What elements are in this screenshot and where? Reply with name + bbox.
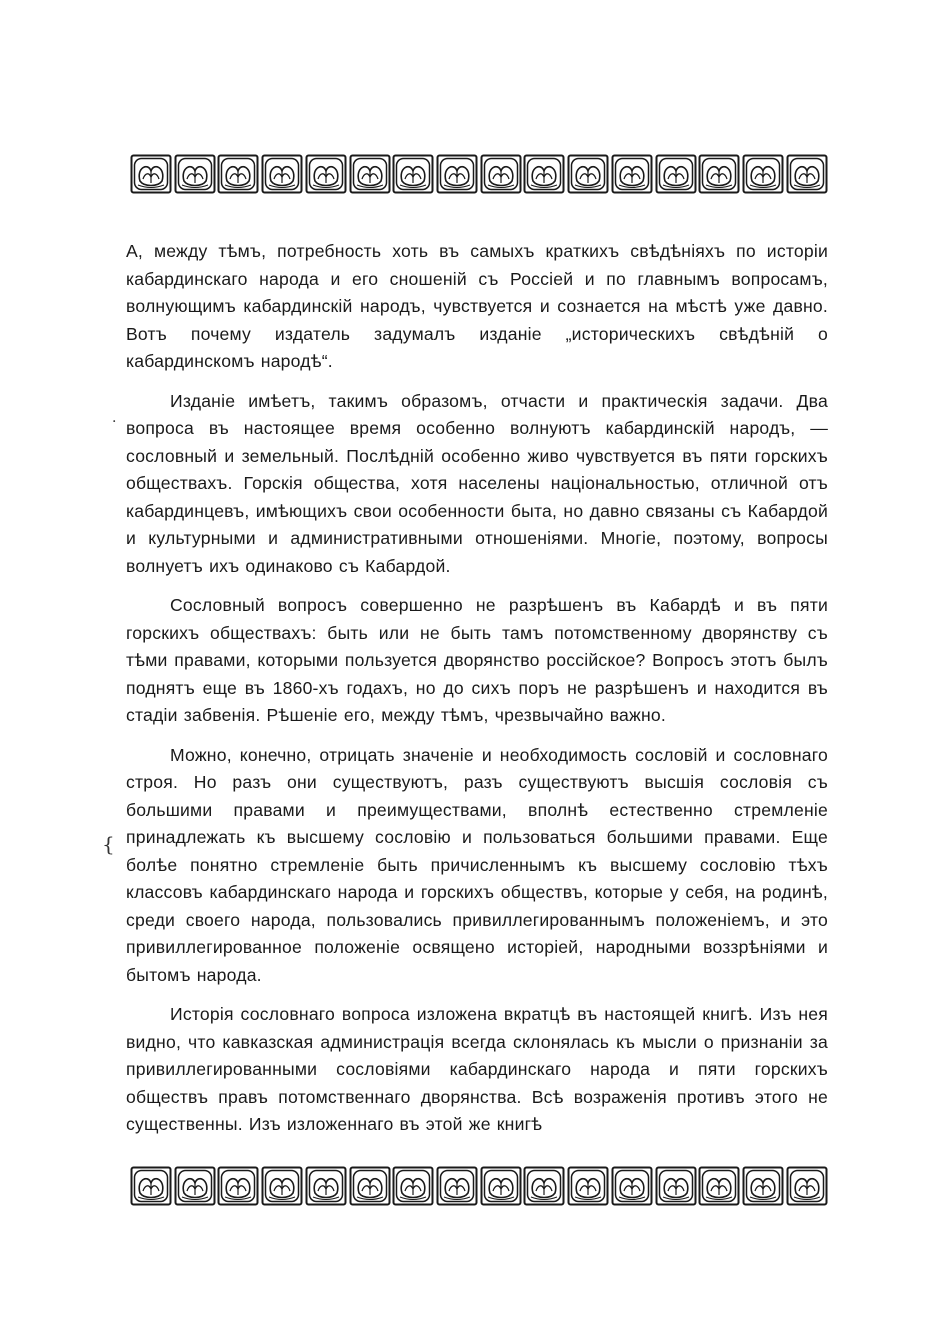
celtic-knot-tile-icon xyxy=(611,154,653,194)
celtic-knot-tile-icon xyxy=(655,1166,697,1206)
paragraph-1: А, между тѣмъ, потребность хоть въ самыхъ краткихъ свѣдѣніяхъ по исторіи кабардинскаго народа и его сношеній съ Россіей и по главнымъ вопросамъ, волнующимъ кабардинскій народъ, чувствуется и сознается на мѣстѣ уже давно. Вотъ почему издатель задумалъ изданіе „историческихъ свѣдѣній о кабардинскомъ народѣ“. xyxy=(126,241,828,371)
celtic-knot-tile-icon xyxy=(305,1166,347,1206)
page-body-text xyxy=(126,238,828,1151)
celtic-knot-tile-icon xyxy=(349,154,391,194)
paragraph-4: Можно, конечно, отрицать значеніе и необходимость сословій и сословнаго строя. Но разъ они существуютъ, разъ существуютъ высшія сословія съ большими правами и преимуществами, вполнѣ естественно стремленіе принадлежать къ высшему сословію и пользоваться большими правами. Еще болѣе понятно стремленіе быть причисленнымъ къ высшему сословію тѣхъ классовъ кабардинскаго народа и горскихъ обществъ, которые у себя, на родинѣ, среди своего народа, пользовались привиллегированнымъ положеніемъ, и это привиллегированное положеніе освящено исторіей, народными воззрѣніями и бытомъ народа. xyxy=(126,744,828,985)
celtic-knot-tile-icon xyxy=(742,1166,784,1206)
celtic-knot-tile-icon xyxy=(174,1166,216,1206)
paragraph-5: Исторія сословнаго вопроса изложена вкратцѣ въ настоящей книгѣ. Изъ нея видно, что кавказская администрація всегда склонялась къ мысли о признаніи за привиллегированными сословіями кабардинскаго народа и пяти горскихъ обществъ правъ потомственнаго дворянства. Всѣ возраженія противъ этого не существенны. Изъ изложеннаго въ этой же книгѣ xyxy=(126,1004,828,1134)
celtic-knot-tile-icon xyxy=(217,1166,259,1206)
celtic-knot-tile-icon xyxy=(655,154,697,194)
celtic-knot-tile-icon xyxy=(698,1166,740,1206)
celtic-knot-tile-icon xyxy=(392,1166,434,1206)
celtic-knot-tile-icon xyxy=(523,1166,565,1206)
celtic-knot-tile-icon xyxy=(436,1166,478,1206)
celtic-knot-tile-icon xyxy=(480,154,522,194)
celtic-knot-tile-icon xyxy=(349,1166,391,1206)
celtic-knot-tile-icon xyxy=(611,1166,653,1206)
celtic-knot-tile-icon xyxy=(523,154,565,194)
celtic-knot-tile-icon xyxy=(786,1166,828,1206)
celtic-knot-tile-icon xyxy=(480,1166,522,1206)
ornamental-border-bottom xyxy=(130,1166,828,1206)
celtic-knot-tile-icon xyxy=(567,154,609,194)
margin-mark-bracket: { xyxy=(102,832,115,856)
celtic-knot-tile-icon xyxy=(698,154,740,194)
celtic-knot-tile-icon xyxy=(742,154,784,194)
celtic-knot-tile-icon xyxy=(392,154,434,194)
margin-mark-dot: · xyxy=(112,414,117,430)
celtic-knot-tile-icon xyxy=(174,154,216,194)
celtic-knot-tile-icon xyxy=(130,1166,172,1206)
celtic-knot-tile-icon xyxy=(436,154,478,194)
celtic-knot-tile-icon xyxy=(305,154,347,194)
paragraph-2: Изданіе имѣетъ, такимъ образомъ, отчасти и практическія задачи. Два вопроса въ настоящее время особенно волнуютъ кабардинскій народъ, — сословный и земельный. Послѣдній особенно живо чувствуется въ пяти горскихъ обществахъ. Горскія общества, хотя населены національностью, отличной отъ кабардинцевъ, имѣющихъ свои особенности быта, но давно связаны съ Кабардой и культурными и административными отношеніями. Многіе, поэтому, вопросы волнуетъ ихъ одинаково съ Кабардой. xyxy=(126,390,828,576)
ornamental-border-top xyxy=(130,154,828,194)
celtic-knot-tile-icon xyxy=(261,154,303,194)
paragraph-3: Сословный вопросъ совершенно не разрѣшенъ въ Кабардѣ и въ пяти горскихъ обществахъ: быть или не быть тамъ потомственному дворянству съ тѣми правами, которыми пользуется дворянство россійское? Вопросъ этотъ былъ поднятъ еще въ 1860-хъ годахъ, но до сихъ поръ не разрѣшенъ и находится въ стадіи забвенія. Рѣшеніе его, между тѣмъ, чрезвычайно важно. xyxy=(126,595,828,725)
celtic-knot-tile-icon xyxy=(786,154,828,194)
celtic-knot-tile-icon xyxy=(217,154,259,194)
celtic-knot-tile-icon xyxy=(261,1166,303,1206)
celtic-knot-tile-icon xyxy=(567,1166,609,1206)
celtic-knot-tile-icon xyxy=(130,154,172,194)
